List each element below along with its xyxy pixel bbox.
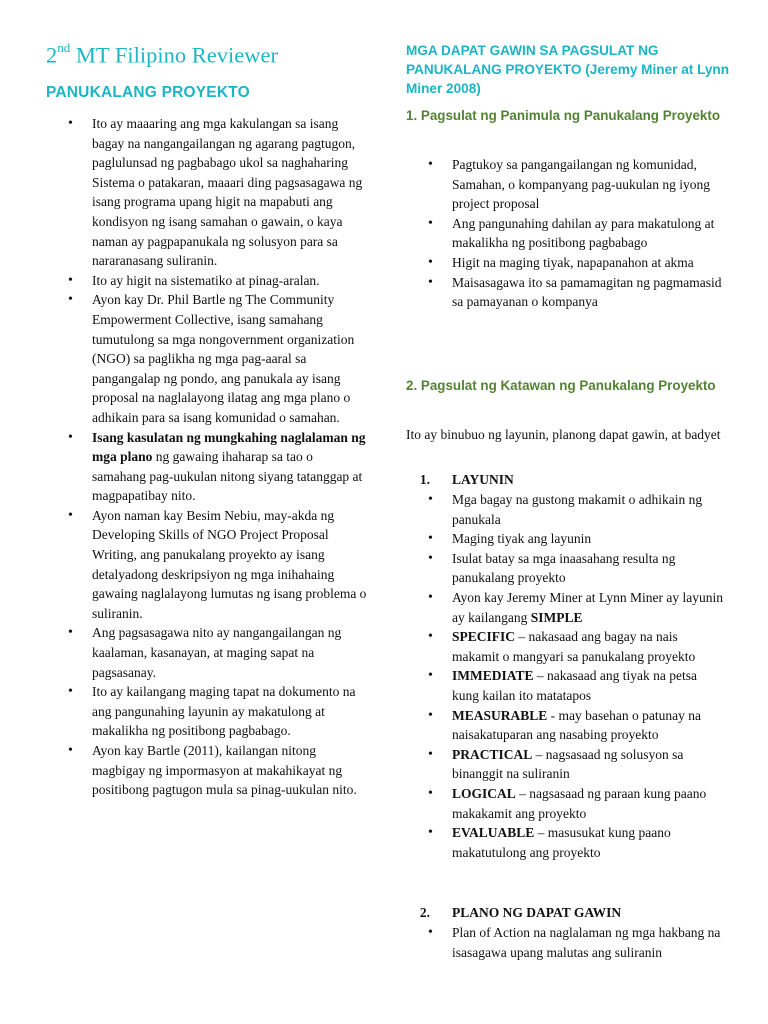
list-item xyxy=(46,682,368,741)
list-item xyxy=(406,627,724,666)
list-item-text: Ayon naman kay Besim Nebiu, may-akda ng Developing Skills of NGO Project Proposal Writing, ang panukalang proyekto ay isang detalyadong deskripsiyon ng mga inihahaing gawaing naglalayong lumutas ng isang problema o suliranin. xyxy=(92,507,367,621)
list-item: • Plan of Action na naglalaman ng mga hakbang na isasagawa upang malutas ang suliranin xyxy=(406,923,724,962)
plano-bullet-list xyxy=(406,923,724,962)
list-item xyxy=(46,290,368,427)
list-item-text: Ang pagsasagawa nito ay nangangailangan ng kaalaman, kasanayan, at maging sapat na pagsasanay. xyxy=(92,625,342,680)
item-number: 2. xyxy=(419,905,430,920)
layunin-bullet-list xyxy=(406,490,724,862)
list-item xyxy=(406,529,724,549)
list-item: • Maisasagawa ito sa pamamagitan ng pagmamasid sa pamayanan o kompanya xyxy=(406,273,724,312)
list-item-bold: Isang kasulatan ng mungkahing naglalaman ng mga plano xyxy=(92,429,366,465)
list-item xyxy=(46,428,368,506)
list-item xyxy=(406,706,724,745)
title-text: MT Filipino Reviewer xyxy=(70,42,278,68)
list-item xyxy=(406,490,724,529)
list-item-text: – nagsasaad ng solusyon sa binanggit na suliranin xyxy=(452,746,684,782)
list-item xyxy=(406,823,724,862)
title-number: 2 xyxy=(46,42,58,68)
section-heading: PANUKALANG PROYEKTO xyxy=(46,84,250,101)
numbered-item-plano xyxy=(406,903,621,923)
list-item xyxy=(406,745,724,784)
list-item-bold: PRACTICAL xyxy=(452,746,533,762)
list-item xyxy=(406,666,724,705)
list-item-text: – nakasaad ang tiyak na petsa kung kailan ito matatapos xyxy=(452,668,697,703)
subheading-body: 2. Pagsulat ng Katawan ng Panukalang Proyekto xyxy=(406,378,716,393)
item-label: LAYUNIN xyxy=(452,472,514,487)
list-item-text: ng gawaing ihaharap sa tao o samahang pag-uukulan nitong siyang tatanggap at magpapatibay nito. xyxy=(92,449,363,504)
list-item-bold: LOGICAL xyxy=(452,785,516,801)
list-item xyxy=(46,114,368,271)
list-item-bold: MEASURABLE xyxy=(452,707,548,723)
list-item xyxy=(46,741,368,800)
numbered-item-layunin xyxy=(406,470,514,490)
list-item: • Pagtukoy sa pangangailangan ng komunidad, Samahan, o kompanyang pag-uukulan ng iyong project proposal xyxy=(406,155,724,214)
right-heading: MGA DAPAT GAWIN SA PAGSULAT NG PANUKALANG PROYEKTO (Jeremy Miner at Lynn Miner 2008) xyxy=(406,43,730,96)
list-item xyxy=(406,549,724,588)
list-item-bold: EVALUABLE xyxy=(452,825,535,841)
list-item-text: – nakasaad ang bagay na nais makamit o mangyari sa panukalang proyekto xyxy=(452,629,696,664)
list-item xyxy=(406,784,724,823)
list-item-text: Ayon kay Dr. Phil Bartle ng The Community Empowerment Collective, isang samahang tumutulong sa mga nongovernment organization (NGO) sa paglikha ng mga pag-aaral sa pangangalap ng pondo, ang panukala ay isang proposal na naglalayong ilatag ang mga plano o adhikain para sa isang komunidad o samahan. xyxy=(92,292,355,425)
body-paragraph: Ito ay binubuo ng layunin, planong dapat gawin, at badyet xyxy=(406,427,721,442)
list-item-bold: SIMPLE xyxy=(530,609,583,625)
list-item-text: Ito ay maaaring ang mga kakulangan sa isang bagay na nangangailangan ng agarang pagtugon, paglulunsad ng pagbabago ukol sa naghaharing Sistema o patakaran, maaari ding pagsasagawa ng isang programa upang higit na mapabuti ang kondisyon ng isang samahan o gawain, o kaya naman ay pagpapanukala ng solusyon para sa nararanasang suliranin. xyxy=(92,116,363,269)
list-item: • Higit na maging tiyak, napapanahon at akma xyxy=(406,253,724,273)
list-item xyxy=(46,271,368,291)
list-item-text: Isulat batay sa mga inaasahang resulta ng panukalang proyekto xyxy=(452,550,676,586)
list-item xyxy=(46,506,368,624)
list-item-text: Ito ay higit na sistematiko at pinag-aralan. xyxy=(92,272,320,288)
title-superscript: nd xyxy=(57,40,71,55)
list-item-text: – nagsasaad ng paraan kung paano makakamit ang proyekto xyxy=(452,785,707,821)
list-item: • Ang pangunahing dahilan ay para makatulong at makalikha ng positibong pagbabago xyxy=(406,214,724,253)
list-item xyxy=(406,588,724,627)
left-bullet-list xyxy=(46,114,368,800)
list-item-text: Ito ay kailangang maging tapat na dokumento na ang pangunahing layunin ay makatulong at makalikha ng positibong pagbabago. xyxy=(92,684,356,739)
list-item-text: - may basehan o patunay na naisakatuparan ang nasabing proyekto xyxy=(452,707,701,743)
introduction-bullet-list xyxy=(406,155,724,312)
document-title xyxy=(46,42,278,69)
item-label: PLANO NG DAPAT GAWIN xyxy=(452,905,622,920)
list-item-text: Mga bagay na gustong makamit o adhikain ng panukala xyxy=(452,492,703,527)
list-item-bold: IMMEDIATE xyxy=(452,668,534,684)
subheading-introduction: 1. Pagsulat ng Panimula ng Panukalang Proyekto xyxy=(406,108,721,123)
list-item-text: Maging tiyak ang layunin xyxy=(452,531,592,547)
list-item xyxy=(46,623,368,682)
list-item-bold: SPECIFIC xyxy=(452,629,516,645)
item-number: 1. xyxy=(419,472,430,487)
list-item-text: Ayon kay Bartle (2011), kailangan nitong magbigay ng impormasyon at makahikayat ng positibong pagtugon mula sa pinag-uukulan nito. xyxy=(92,743,357,798)
list-item-text: Ayon kay Jeremy Miner at Lynn Miner ay layunin ay kailangang xyxy=(452,589,723,625)
list-item-text: – masusukat kung paano makatutulong ang proyekto xyxy=(452,825,671,860)
